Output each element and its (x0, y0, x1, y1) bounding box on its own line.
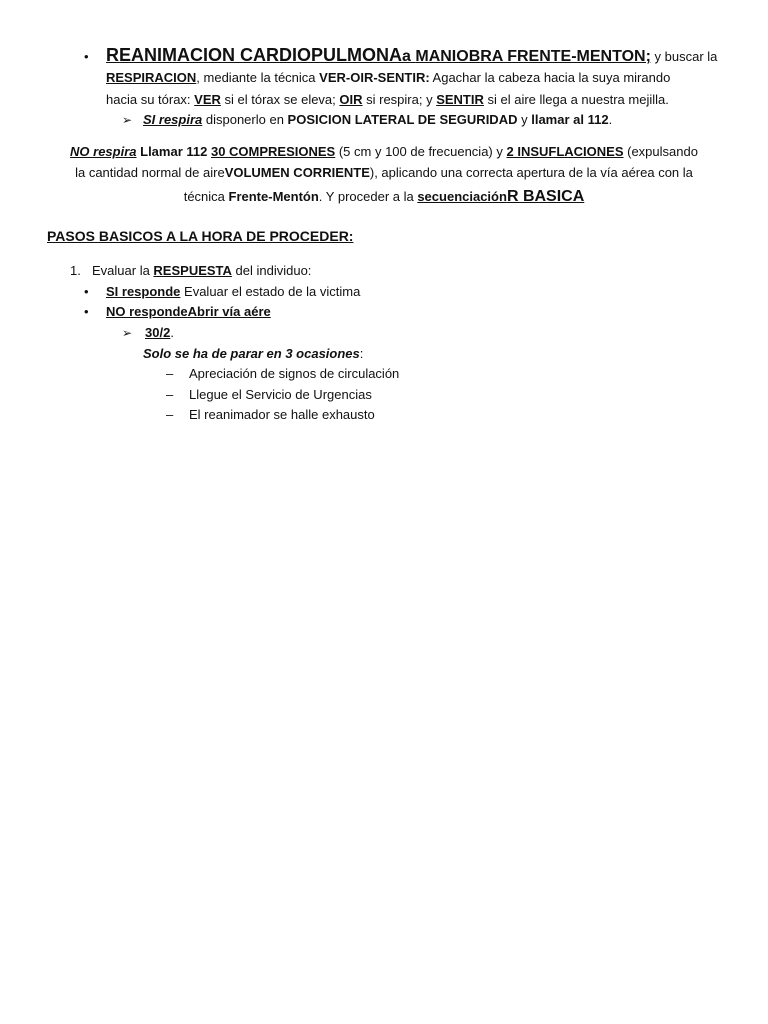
occasion-item: Apreciación de signos de circulación (189, 366, 400, 381)
si-respira-term: SI respira (143, 112, 203, 127)
rcp-line-2 (106, 68, 670, 88)
si-respira-line (143, 110, 612, 130)
dash-marker: – (166, 407, 174, 422)
list-item-1 (92, 261, 311, 281)
dash-marker: – (166, 387, 174, 402)
volumen-term: VOLUMEN CORRIENTE (224, 165, 370, 180)
llamar-term: Llamar 112 (136, 144, 208, 159)
buscar-text: y buscar la (650, 49, 718, 64)
section-heading: PASOS BASICOS A LA HORA DE PROCEDER: (47, 228, 354, 244)
compresiones-term: 30 COMPRESIONES (210, 144, 336, 159)
para-line-3 (30, 187, 738, 207)
rcp-line-1 (106, 45, 717, 67)
text-span: Agachar la cabeza hacia la suya mirando (429, 70, 671, 85)
rcp-title-suffix: a MANIOBRA FRENTE-MENTON; (402, 48, 651, 65)
text-span: la cantidad normal de aire (75, 165, 225, 180)
sentir-term: SENTIR (436, 92, 484, 107)
si-responde-term: SI responde (106, 284, 181, 299)
occasion-item: Llegue el Servicio de Urgencias (189, 387, 372, 402)
text-span: , mediante la técnica (196, 70, 320, 85)
arrow-marker: ➢ (122, 326, 133, 340)
text-span: (5 cm y 100 de frecuencia) y (335, 144, 507, 159)
para-line-2 (30, 163, 738, 183)
respiracion-term: RESPIRACION (106, 70, 197, 85)
text-span: si el tórax se eleva; (220, 92, 340, 107)
bullet-marker: • (84, 49, 89, 64)
text-span: . Y proceder a la (318, 189, 418, 204)
text-span: . (170, 325, 174, 340)
solo-line (143, 344, 363, 364)
text-span: disponerlo en (202, 112, 288, 127)
llamar-112-term: llamar al 112 (531, 112, 609, 127)
si-responde-line (106, 282, 360, 302)
text-span: Evaluar la (92, 263, 154, 278)
text-span: y (517, 112, 532, 127)
arrow-marker: ➢ (122, 113, 133, 127)
text-span: : (359, 346, 364, 361)
occasion-item: El reanimador se halle exhausto (189, 407, 375, 422)
no-responde-term: NO respondeAbrir vía aére (106, 304, 271, 319)
text-span: ), aplicando una correcta apertura de la vía aérea con la (369, 165, 693, 180)
text-span: Evaluar el estado de la victima (180, 284, 361, 299)
text-span: si respira; y (362, 92, 437, 107)
ver-term: VER (194, 92, 221, 107)
frente-menton-term: Frente-Mentón (228, 189, 319, 204)
dash-marker: – (166, 366, 174, 381)
bullet-marker: • (84, 284, 89, 299)
secuenciacion-term: secuenciación (417, 189, 507, 204)
insuflaciones-term: 2 INSUFLACIONES (506, 144, 624, 159)
respuesta-term: RESPUESTA (153, 263, 232, 278)
ver-oir-sentir-term: VER-OIR-SENTIR: (319, 70, 430, 85)
ratio-line (145, 323, 174, 343)
bullet-marker: • (84, 304, 89, 319)
text-span: del individuo: (231, 263, 312, 278)
no-responde-line (106, 302, 271, 322)
oir-term: OIR (339, 92, 363, 107)
r-basica-term: R BASICA (506, 188, 585, 205)
solo-term: Solo se ha de parar en 3 ocasiones (143, 346, 360, 361)
no-respira-term: NO respira (70, 144, 137, 159)
rcp-line-3 (106, 90, 669, 110)
list-number: 1. (70, 263, 81, 278)
posicion-term: POSICION LATERAL DE SEGURIDAD (287, 112, 518, 127)
rcp-title: REANIMACION CARDIOPULMONA (106, 45, 402, 65)
text-span: hacia su tórax: (106, 92, 195, 107)
text-span: técnica (183, 189, 229, 204)
text-span: si el aire llega a nuestra mejilla. (483, 92, 669, 107)
para-line-1 (30, 142, 738, 162)
text-span: . (608, 112, 613, 127)
text-span: (expulsando (623, 144, 698, 159)
ratio-term: 30/2 (145, 325, 171, 340)
